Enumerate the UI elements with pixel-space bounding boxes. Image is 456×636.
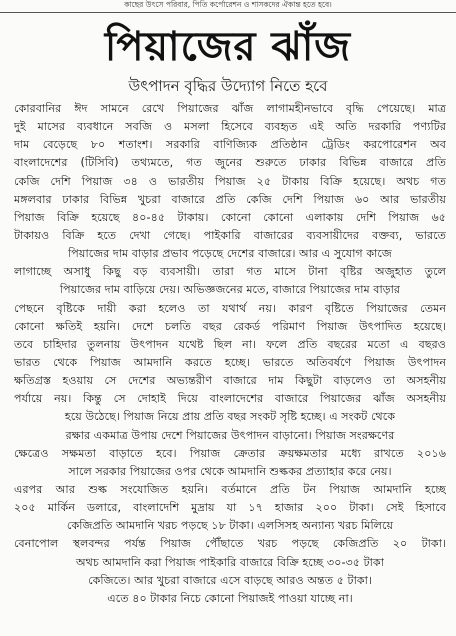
body-line: পেছনে বৃষ্টিকে দায়ী করা হলেও তা যথার্থ নয়। কারণ বৃষ্টিতে পিয়াজের তেমন: [14, 301, 446, 315]
body-line: তবে চাহিদার তুলনায় উৎপাদন যথেষ্ট ছিল না। ফলে প্রতি বছরের মতো এ বছরও: [14, 337, 446, 351]
body-line: এতে ৪০ টাকার নিচে কোনো পিয়াজই পাওয়া যাচ্ছে না।: [107, 591, 353, 605]
body-line: অথচ আমদানি করা পিয়াজ পাইকারি বাজারে বিক্রি হচ্ছে ৩০-৩৫ টাকা: [75, 555, 385, 569]
body-line: লাগাচ্ছে অসাধু কিছু বড় ব্যবসায়ী। তারা গত মাসে টানা বৃষ্টির অজুহাত তুলে: [14, 265, 446, 279]
body-line: এরপর আর শুল্ক সংযোজিত হয়নি। বর্তমানে প্রতি টন পিয়াজ আমদানি হচ্ছে: [14, 482, 446, 496]
article-body: [14, 100, 446, 608]
body-line: দাম বেড়েছে ৮০ শতাংশ। সরকারি বাণিজ্যিক প্রতিষ্ঠান ট্রেডিং করপোরেশন অব: [14, 138, 446, 152]
body-line: সালে সরকার পিয়াজের ওপর থেকে আমদানি শুল্ককর প্রত্যাহার করে নেয়।: [68, 464, 392, 478]
separator-rule: [0, 12, 456, 13]
body-line: বাংলাদেশের (টিসিবি) তথ্যমতে, গত জুনের শুরুতে ঢাকার বিভিন্ন বাজারে প্রতি: [14, 156, 446, 170]
article-subheadline: উৎপাদন বৃদ্ধির উদ্যোগ নিতে হবে: [128, 77, 328, 95]
body-line: দুই মাসের ব্যবধানে সবজি ও মসলা হিসেবে ব্যবহৃত এই অতি দরকারি পণ্যটির: [14, 120, 446, 134]
body-line: টাকায়ও বিক্রি হতে দেখা গেছে। পাইকারি বাজারের ব্যবসায়ীদের বক্তব্য, ভারতে: [14, 228, 446, 242]
body-line: পিয়াজ বিক্রি হয়েছে ৪০-৪৫ টাকায়। কোনো কোনো এলাকায় দেশি পিয়াজ ৬৫: [14, 210, 446, 224]
body-line: ক্ষেত্রেও সক্ষমতা বাড়াতে হবে। পিয়াজ ক্রেতার ক্রয়ক্ষমতার মধ্যে রাখতে ২০১৬: [14, 446, 446, 460]
body-line: কেজিতে। আর খুচরা বাজারে এসে বাড়ছে আরও অন্তত ৫ টাকা।: [88, 573, 372, 587]
body-line: পিয়াজের দাম বাড়ার প্রভাব পড়েছে দেশের বাজারে। আর এ সুযোগ কাজে: [68, 247, 392, 261]
body-line: কেজি দেশি পিয়াজ ৩৪ ও ভারতীয় পিয়াজ ২৫ টাকায় বিক্রি হয়েছে। অথচ গত: [14, 174, 446, 188]
body-line: কোরবানির ঈদ সামনে রেখে পিয়াজের ঝাঁজ লাগামহীনভাবে বৃদ্ধি পেয়েছে। মাত্র: [14, 102, 446, 115]
previous-article-fragment: কাছের উৎসে পরিবার, পিতি কর্পোরেশন ও শাসকদের ঐকান্ত হতে হবে।: [124, 0, 332, 9]
body-line: কেজিপ্রতি আমদানি খরচ পড়ছে ১৮ টাকা। এলসিসহ অন্যান্য খরচ মিলিয়ে: [66, 519, 394, 533]
body-line: ২০৫ মার্কিন ডলারে, বাংলাদেশি মুদ্রায় যা ১৭ হাজার ২০০ টাকা। সেই হিসাবে: [14, 501, 446, 515]
body-line: ভারত থেকে পিয়াজ আমদানি করতে হচ্ছে। ভারতে অতিবর্ষণে পিয়াজ উৎপাদন: [14, 355, 446, 369]
body-line: কোনো ক্ষতিই হয়নি। দেশে চলতি বছর রেকর্ড পরিমাণ পিয়াজ উৎপাদিত হয়েছে।: [14, 319, 446, 333]
body-line: হয়ে উঠেছে। পিয়াজ নিয়ে প্রায় প্রতি বছর সংকট সৃষ্টি হচ্ছে। এ সংকট থেকে: [64, 410, 396, 424]
body-line: পিয়াজের দাম বাড়িয়ে দেয়। অভিজ্ঞজনের মতে, বাজারে পিয়াজের দাম বাড়ার: [59, 283, 401, 297]
body-line: বেনাপোল স্থলবন্দর পর্যন্ত পিয়াজ পৌঁছাতে খরচ পড়ছে কেজিপ্রতি ২০ টাকা।: [14, 537, 446, 551]
body-line: রক্ষার একমাত্র উপায় দেশে পিয়াজের উৎপাদন বাড়ানো। পিয়াজ সংরক্ষণের: [65, 428, 395, 442]
body-line: ক্ষতিগ্রস্ত হওয়ায় সে দেশের অভ্যন্তরীণ বাজারে দাম কিছুটা বাড়লেও তা অসহনীয়: [14, 374, 446, 388]
body-line: মঙ্গলবার ঢাকার বিভিন্ন খুচরা বাজারে প্রতি কেজি দেশি পিয়াজ ৬০ আর ভারতীয়: [14, 192, 446, 206]
body-line: পর্যায়ে নয়। কিন্তু সে দোহাই দিয়ে বাংলাদেশের বাজারে পিয়াজের ঝাঁজ অসহনীয়: [14, 392, 446, 406]
article-headline: পিয়াজের ঝাঁজ: [104, 23, 352, 70]
